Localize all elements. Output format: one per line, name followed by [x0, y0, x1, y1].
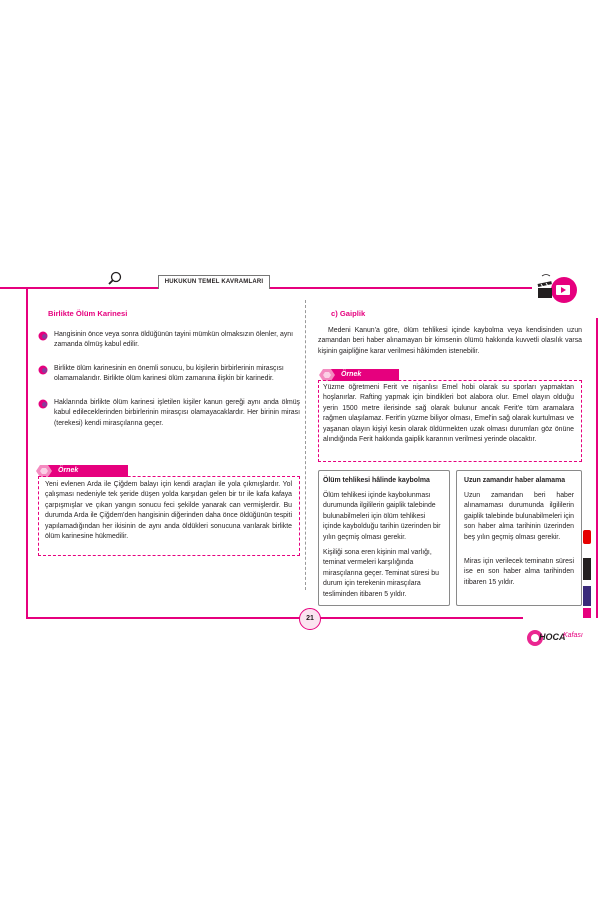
- bullet-icon: [38, 365, 48, 375]
- example-text-right: Yüzme öğretmeni Ferit ve nişanlısı Emel hobi olarak su sporları yapmaktan hoşlanırlar. Rafting yapmak için bindikleri bot alabora olur. Emel olayın olduğu yerin 1500 metre ilerisinde sağ olarak bulunur ancak Ferit'e tüm aramalara rağmen ulaşılamaz. Ferit'in yüzme biliyor olması, Emel'in sağ olarak kurtulması ve yaşanan olayın kişiyi kesin olarak öldürmekten uzak olması durumları göz önüne alındığında Ferit hakkında gaiplik kararının verilmesi yerinde olacaktır.: [323, 384, 574, 444]
- gaiplik-intro: Medeni Kanun'a göre, ölüm tehlikesi içinde kaybolma veya kendisinden uzun zamandan beri haber alınamayan bir kimsenin ölümü hakkında kuvvetli olasılık varsa kişinin gaipliğine karar verilmesi hâkimden istenebilir.: [318, 327, 582, 355]
- bullet-icon: [38, 331, 48, 341]
- panel-olum-tehlikesi-p1: Ölüm tehlikesi içinde kaybolunması durumunda ilgililerin gaiplik talebinde bulunabilmeleri için ölüm tehlikesi içinde kaybolduğu tarihin üzerinden bir yılın geçmiş olması gerekir.: [323, 492, 441, 541]
- panel-olum-tehlikesi-p2: Kişiliği sona eren kişinin mal varlığı, teminat vermeleri karşılığında mirasçılarına geçer. Teminat süresi bu durum için terekenin mirasçılara tesliminden itibaren 5 yıldır.: [323, 549, 439, 598]
- section-title-gaiplik: c) Gaiplik: [331, 309, 366, 318]
- bottom-rule-right: [318, 617, 523, 619]
- left-margin-rule: [26, 288, 28, 618]
- bullet-text-3: Haklarında birlikte ölüm karinesi işletilen kişiler kanun gereği aynı anda ölmüş kabul edileceklerinden birbirlerinin mirasçısı olamayacaklardır. Her birinin mirası (terekesi) kendi mirasçılarına geçer.: [54, 399, 300, 427]
- column-divider: [305, 300, 306, 590]
- header-title: HUKUKUN TEMEL KAVRAMLARI: [158, 275, 270, 289]
- bullet-icon: [38, 399, 48, 409]
- panel-title-olum-tehlikesi: Ölüm tehlikesi hâlinde kaybolma: [323, 477, 430, 484]
- right-margin-rule: [596, 318, 598, 618]
- example-text-left: Yeni evlenen Arda ile Çiğdem balayı için kendi araçları ile yola çıkmışlardır. Yol çalışması nedeniyle tek şeride düşen yolda karşıdan gelen bir tır ile kafa kafaya çarpışmışlar ve çıkan yangın sonucu feci şekilde yanarak can vermişlerdir. Bu durumda Arda ile Çiğdem'den hangisinin diğerinden daha önce öldüğünün tespiti yapılamadığından her ikisinin de aynı anda öldükleri sonucuna varılarak birlikte ölüm karinesine hükmedilir.: [45, 481, 292, 541]
- video-clapper-icon: [528, 272, 584, 308]
- panel-uzun-zaman-p2: Miras için verilecek teminatın süresi ise en son haber alma tarihinden itibaren 15 yıldır.: [464, 558, 574, 586]
- magnifier-icon: [108, 271, 122, 285]
- panel-title-uzun-zaman: Uzun zamandır haber alamama: [464, 477, 566, 484]
- publisher-logo: [525, 628, 587, 650]
- example-label: Örnek: [341, 371, 362, 378]
- bullet-text-2: Birlikte ölüm karinesinin en önemli sonucu, bu kişilerin birbirlerinin mirasçısı olamamalarıdır. Birlikte ölüm karinesi ölüm zamanına ilişkin bir karinedir.: [54, 365, 284, 383]
- page-number: 21: [299, 608, 321, 630]
- section-title-birlikte-olum: Birlikte Ölüm Karinesi: [48, 309, 128, 318]
- bullet-text-1: Hangisinin önce veya sonra öldüğünün tayini mümkün olmaksızın ölenler, aynı zamanda ölmüş kabul edilir.: [54, 331, 294, 349]
- bottom-rule-left: [26, 617, 301, 619]
- panel-uzun-zaman-p1: Uzun zamandan beri haber alınamaması durumunda ilgililerin gaiplik talebinde bulunabilmeleri için son haber alma tarihinin üzerinden beş yılın geçmiş olması gerekir.: [464, 492, 574, 541]
- logo-text: HOCA: [539, 632, 566, 642]
- example-label: Örnek: [58, 467, 79, 474]
- brand-vertical-strip: [580, 520, 594, 620]
- logo-subtext: Kafası: [563, 632, 583, 639]
